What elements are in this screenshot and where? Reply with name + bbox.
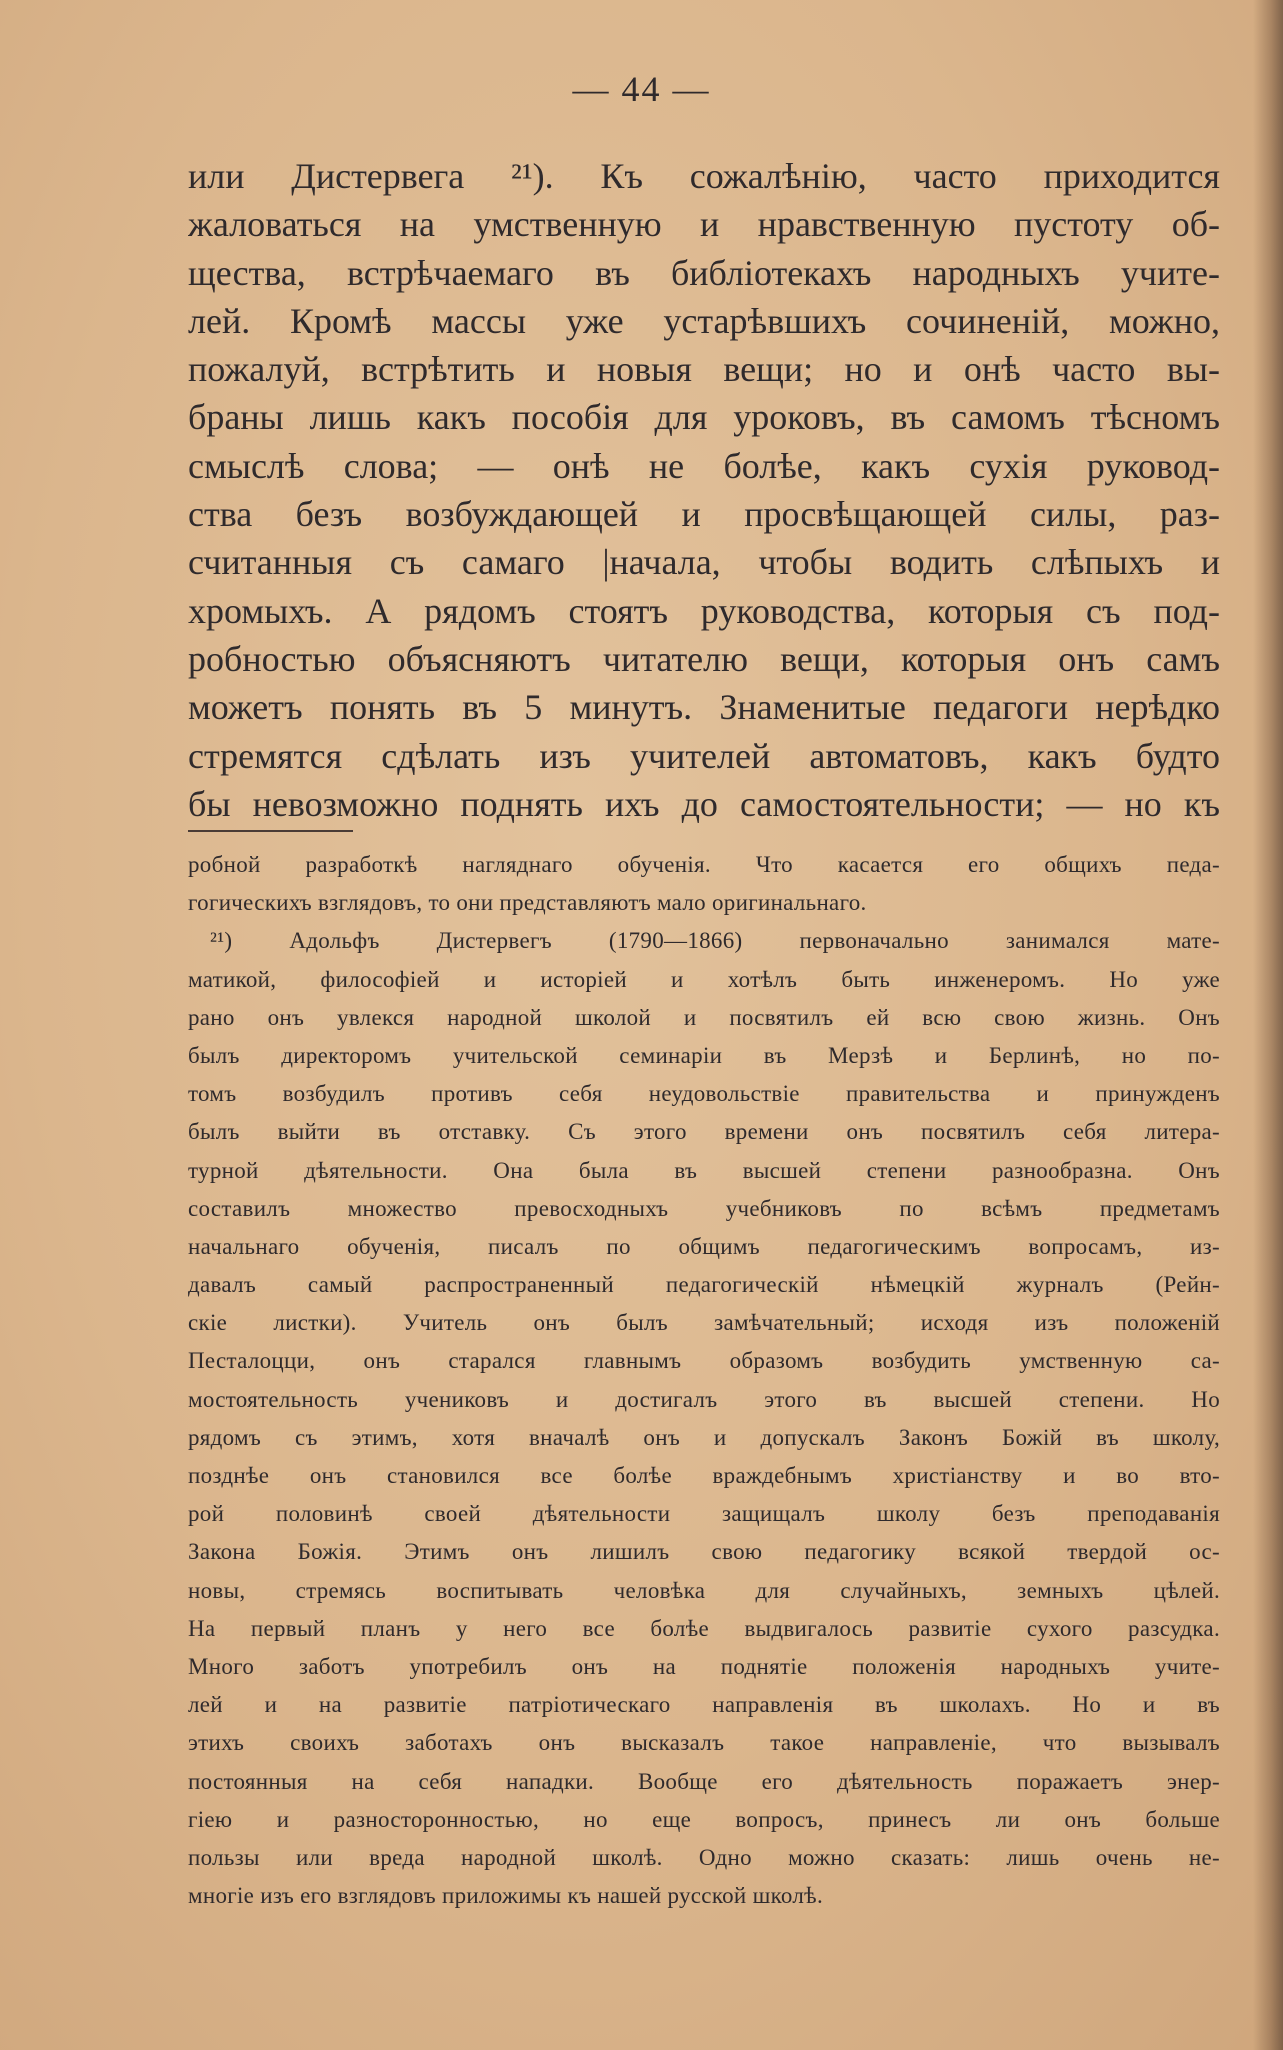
footnote-line: постоянныя на себя нападки. Вообще его дѣятельность поражаетъ энер- (188, 1768, 1220, 1794)
text-line: хромыхъ. А рядомъ стоятъ руководства, которыя съ под- (188, 590, 1220, 631)
footnote-line: составилъ множество превосходныхъ учебниковъ по всѣмъ предметамъ (188, 1195, 1220, 1221)
text-line: бы невозможно поднять ихъ до самостоятельности; — но къ (188, 783, 1220, 824)
footnote-line: новы, стремясь воспитывать человѣка для случайныхъ, земныхъ цѣлей. (188, 1577, 1220, 1603)
text-line: смыслѣ слова; — онѣ не болѣе, какъ сухія руковод- (188, 445, 1220, 486)
footnote-line: рано онъ увлекся народной школой и посвятилъ ей всю свою жизнь. Онъ (188, 1004, 1220, 1030)
footnote-line: лей и на развитіе патріотическаго направленія въ школахъ. Но и въ (188, 1692, 1220, 1718)
footnote-line: мостоятельность учениковъ и достигалъ этого въ высшей степени. Но (188, 1386, 1220, 1412)
text-line: пожалуй, встрѣтить и новыя вещи; но и онѣ часто вы- (188, 349, 1220, 390)
main-text (188, 152, 1220, 828)
footnote-line: былъ директоромъ учительской семинаріи въ Мерзѣ и Берлинѣ, но по- (188, 1042, 1220, 1068)
text-line: щества, встрѣчаемаго въ библіотекахъ народныхъ учите- (188, 252, 1220, 293)
text-line: робностью объясняютъ читателю вещи, которыя онъ самъ (188, 638, 1220, 679)
text-line: браны лишь какъ пособія для уроковъ, въ самомъ тѣсномъ (188, 397, 1220, 438)
footnote-line: Много заботъ употребилъ онъ на поднятіе положенія народныхъ учите- (188, 1653, 1220, 1679)
text-line: ства безъ возбуждающей и просвѣщающей силы, раз- (188, 494, 1220, 535)
footnote-line: гогическихъ взглядовъ, то они представляютъ мало оригинальнаго. (188, 890, 867, 916)
footnote-line: начальнаго обученія, писалъ по общимъ педагогическимъ вопросамъ, из- (188, 1233, 1220, 1259)
page-spine-shadow (1253, 0, 1283, 2050)
footnote-line: этихъ своихъ заботахъ онъ высказалъ такое направленіе, что вызывалъ (188, 1730, 1220, 1756)
footnote-line: ²¹) Адольфъ Дистервегъ (1790—1866) первоначально занимался мате- (210, 928, 1220, 954)
footnote-line: многіе изъ его взглядовъ приложимы къ нашей русской школѣ. (188, 1883, 824, 1909)
footnote-line: рой половинѣ своей дѣятельности защищалъ школу безъ преподаванія (188, 1501, 1220, 1527)
footnote-line: скіе листки). Учитель онъ былъ замѣчательный; исходя изъ положеній (188, 1310, 1220, 1336)
footnote-line: давалъ самый распространенный педагогическій нѣмецкій журналъ (Рейн- (188, 1272, 1220, 1298)
footnote-line: На первый планъ у него все болѣе выдвигалось развитіе сухого разсудка. (188, 1615, 1220, 1641)
footnote-line: Закона Божія. Этимъ онъ лишилъ свою педагогику всякой твердой ос- (188, 1539, 1220, 1565)
footnote-line: былъ выйти въ отставку. Съ этого времени онъ посвятилъ себя литера- (188, 1119, 1220, 1145)
footnote-divider (188, 830, 353, 832)
text-line: можетъ понять въ 5 минутъ. Знаменитые педагоги нерѣдко (188, 687, 1220, 728)
text-line: лей. Кромѣ массы уже устарѣвшихъ сочиненій, можно, (188, 300, 1220, 341)
footnote-line: гіею и разносторонностью, но еще вопросъ, принесъ ли онъ больше (188, 1806, 1220, 1832)
text-line: считанныя съ самаго |начала, чтобы водить слѣпыхъ и (188, 542, 1220, 583)
footnote-line: рядомъ съ этимъ, хотя вначалѣ онъ и допускалъ Законъ Божій въ школу, (188, 1424, 1220, 1450)
footnote-line: Песталоцци, онъ старался главнымъ образомъ возбудить умственную са- (188, 1348, 1220, 1374)
footnote-line: томъ возбудилъ противъ себя неудовольствіе правительства и принужденъ (188, 1081, 1220, 1107)
footnote-line: робной разработкѣ нагляднаго обученія. Что касается его общихъ педа- (188, 852, 1220, 877)
footnote-line: матикой, философіей и исторіей и хотѣлъ быть инженеромъ. Но уже (188, 966, 1220, 992)
text-line: жаловаться на умственную и нравственную пустоту об- (188, 204, 1220, 245)
footnotes (188, 846, 1220, 1915)
text-line: стремятся сдѣлать изъ учителей автоматовъ, какъ будто (188, 735, 1220, 776)
footnote-line: турной дѣятельности. Она была въ высшей степени разнообразна. Онъ (188, 1157, 1220, 1183)
footnote-line: позднѣе онъ становился все болѣе враждебнымъ христіанству и во вто- (188, 1463, 1220, 1488)
footnote-line: пользы или вреда народной школѣ. Одно можно сказать: лишь очень не- (188, 1844, 1220, 1870)
page-number: — 44 — (572, 69, 711, 109)
text-line: или Дистервега ²¹). Къ сожалѣнію, часто приходится (188, 156, 1220, 196)
